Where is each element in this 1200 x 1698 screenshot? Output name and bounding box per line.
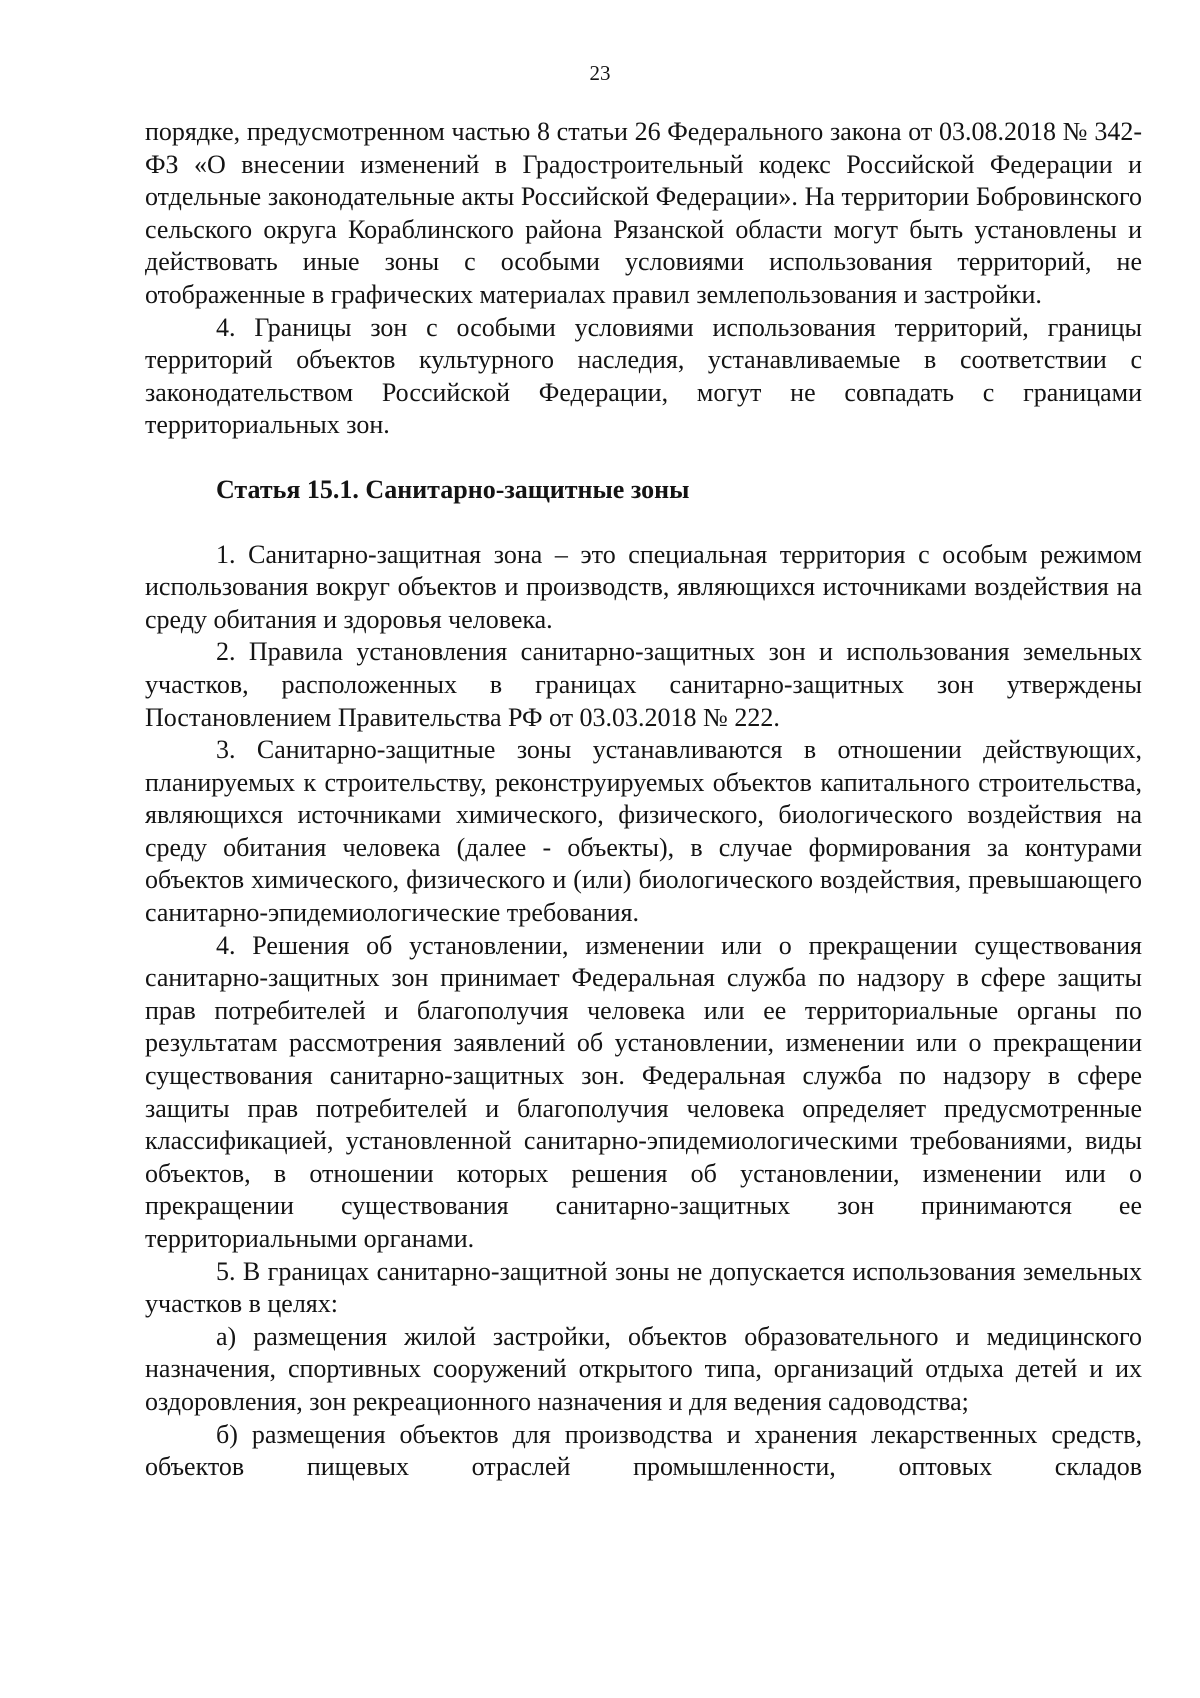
page-number: 23 (589, 61, 611, 85)
intro-paragraph-4: 4. Границы зон с особыми условиями использования территорий, границы территорий объектов культурного наследия, устанавливаемые в соответствии с законодательством Российской Федерации, могут не совпадать с границами территориальных зон. (145, 312, 1142, 440)
article-subparagraph-b: б) размещения объектов для производства и хранения лекарственных средств, объектов пищевых отраслей промышленности, оптовых складов (145, 1419, 1142, 1482)
document-body (145, 116, 1142, 1484)
intro-paragraph-continued: порядке, предусмотренном частью 8 статьи 26 Федерального закона от 03.08.2018 № 342-ФЗ «О внесении изменений в Градостроительный кодекс Российской Федерации и отдельные законодательные акты Российской Федерации». На территории Бобровинского сельского округа Кораблинского района Рязанской области могут быть установлены и действовать иные зоны с особыми условиями использования территорий, не отображенные в графических материалах правил землепользования и застройки. (145, 117, 1142, 309)
article-paragraph-4: 4. Решения об установлении, изменении или о прекращении существования санитарно-защитных зон принимает Федеральная служба по надзору в сфере защиты прав потребителей и благополучия человека или ее территориальные органы по результатам рассмотрения заявлений об установлении, изменении или о прекращении существования санитарно-защитных зон. Федеральная служба по надзору в сфере защиты прав потребителей и благополучия человека определяет предусмотренные классификацией, установленной санитарно-эпидемиологическими требованиями, виды объектов, в отношении которых решения об установлении, изменении или о прекращении существования санитарно-защитных зон принимаются ее территориальными органами. (145, 930, 1142, 1253)
article-paragraph-2: 2. Правила установления санитарно-защитных зон и использования земельных участков, расположенных в границах санитарно-защитных зон утверждены Постановлением Правительства РФ от 03.03.2018 № 222. (145, 637, 1142, 732)
article-paragraph-3: 3. Санитарно-защитные зоны устанавливаются в отношении действующих, планируемых к строительству, реконструируемых объектов капитального строительства, являющихся источниками химического, физического, биологического воздействия на среду обитания человека (далее - объекты), в случае формирования за контурами объектов химического, физического и (или) биологического воздействия, превышающего санитарно-эпидемиологические требования. (145, 735, 1142, 928)
article-paragraph-1: 1. Санитарно-защитная зона – это специальная территория с особым режимом использования вокруг объектов и производств, являющихся источниками воздействия на среду обитания и здоровья человека. (145, 539, 1142, 634)
article-heading: Статья 15.1. Санитарно-защитные зоны (216, 474, 690, 504)
article-paragraph-5: 5. В границах санитарно-защитной зоны не допускается использования земельных участков в целях: (145, 1256, 1142, 1319)
article-subparagraph-a: а) размещения жилой застройки, объектов образовательного и медицинского назначения, спортивных сооружений открытого типа, организаций отдыха детей и их оздоровления, зон рекреационного назначения и для ведения садоводства; (145, 1321, 1142, 1416)
